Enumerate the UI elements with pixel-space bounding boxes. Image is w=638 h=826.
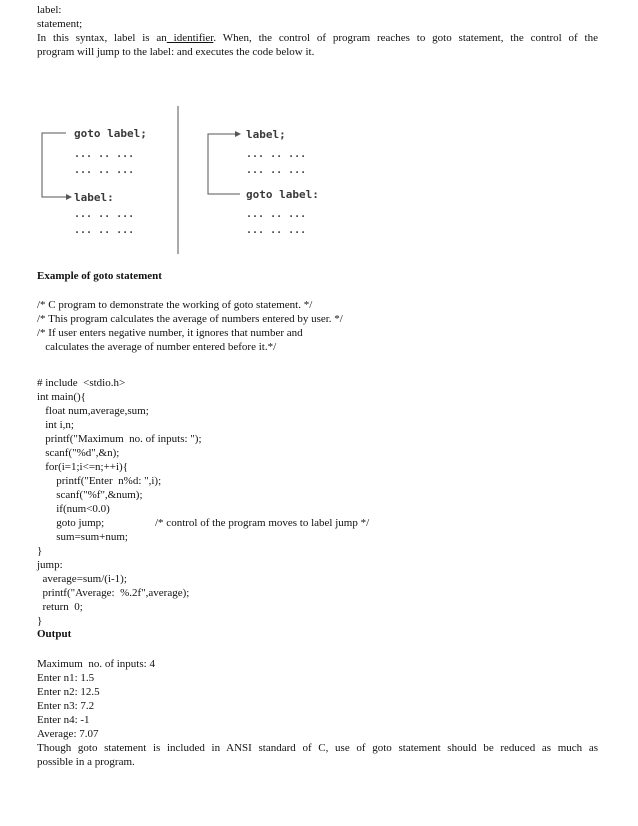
code-line: printf("Average: %.2f",average);: [37, 587, 190, 599]
syntax-explanation: In this syntax, label is an identifier. When, the control of program reaches to goto statement, the control of the: [37, 32, 598, 44]
code-line: for(i=1;i<=n;++i){: [37, 461, 128, 473]
output-line: Enter n1: 1.5: [37, 672, 95, 684]
comment-line: calculates the average of number entered before it.*/: [37, 341, 277, 353]
code-line: return 0;: [37, 601, 83, 613]
comment-line: /* If user enters negative number, it ignores that number and: [37, 327, 303, 339]
code-line: printf("Enter n%d: ",i);: [37, 475, 162, 487]
diagram-right-line2: goto label:: [246, 188, 319, 201]
code-line: }: [37, 545, 43, 557]
code-line: goto jump;: [37, 517, 105, 529]
goto-flow-diagram: [36, 104, 336, 256]
example-heading: Example of goto statement: [37, 270, 162, 282]
diagram-dots: ... .. ...: [246, 149, 307, 160]
diagram-dots: ... .. ...: [74, 165, 135, 176]
goto-comment: /* control of the program moves to label jump */: [155, 517, 370, 529]
output-line: Enter n2: 12.5: [37, 686, 100, 698]
forward-jump-diagram: [42, 127, 147, 236]
code-line: int i,n;: [37, 419, 74, 431]
code-line: printf("Maximum no. of inputs: ");: [37, 433, 202, 445]
output-line: Maximum no. of inputs: 4: [37, 658, 155, 670]
code-line: # include <stdio.h>: [37, 377, 126, 389]
forward-jump-arrow: [42, 133, 66, 197]
closing-paragraph: Though goto statement is included in ANSI standard of C, use of goto statement should be reduced as much as: [37, 742, 598, 754]
arrow-head: [235, 131, 241, 137]
arrow-head: [66, 194, 72, 200]
code-line: int main(){: [37, 391, 86, 403]
code-line: jump:: [37, 559, 63, 571]
output-line: Enter n3: 7.2: [37, 700, 95, 712]
diagram-right-line1: label;: [246, 128, 286, 141]
code-line: sum=sum+num;: [37, 531, 128, 543]
syntax-statement-line: statement;: [37, 18, 83, 30]
backward-jump-arrow: [208, 134, 240, 194]
identifier-link[interactable]: identifier: [166, 32, 214, 44]
output-heading: Output: [37, 628, 72, 640]
diagram-dots: ... .. ...: [246, 225, 307, 236]
backward-jump-diagram: [208, 128, 319, 236]
diagram-left-line2: label:: [74, 191, 114, 204]
syntax-explanation-line2: program will jump to the label: and executes the code below it.: [37, 46, 315, 58]
diagram-dots: ... .. ...: [246, 165, 307, 176]
code-line: scanf("%f",&num);: [37, 489, 143, 501]
diagram-dots: ... .. ...: [74, 209, 135, 220]
diagram-dots: ... .. ...: [246, 209, 307, 220]
code-line: if(num<0.0): [37, 503, 110, 515]
output-line: Enter n4: -1: [37, 714, 90, 726]
comment-line: /* This program calculates the average of numbers entered by user. */: [37, 313, 343, 325]
syntax-label-line: label:: [37, 4, 62, 16]
code-line: average=sum/(i-1);: [37, 573, 127, 585]
code-line: scanf("%d",&n);: [37, 447, 120, 459]
code-line: }: [37, 615, 43, 627]
diagram-left-line1: goto label;: [74, 127, 147, 140]
output-line: Average: 7.07: [37, 728, 99, 740]
code-line: float num,average,sum;: [37, 405, 149, 417]
diagram-dots: ... .. ...: [74, 225, 135, 236]
closing-paragraph-line2: possible in a program.: [37, 756, 135, 768]
diagram-dots: ... .. ...: [74, 149, 135, 160]
comment-line: /* C program to demonstrate the working of goto statement. */: [37, 299, 313, 311]
